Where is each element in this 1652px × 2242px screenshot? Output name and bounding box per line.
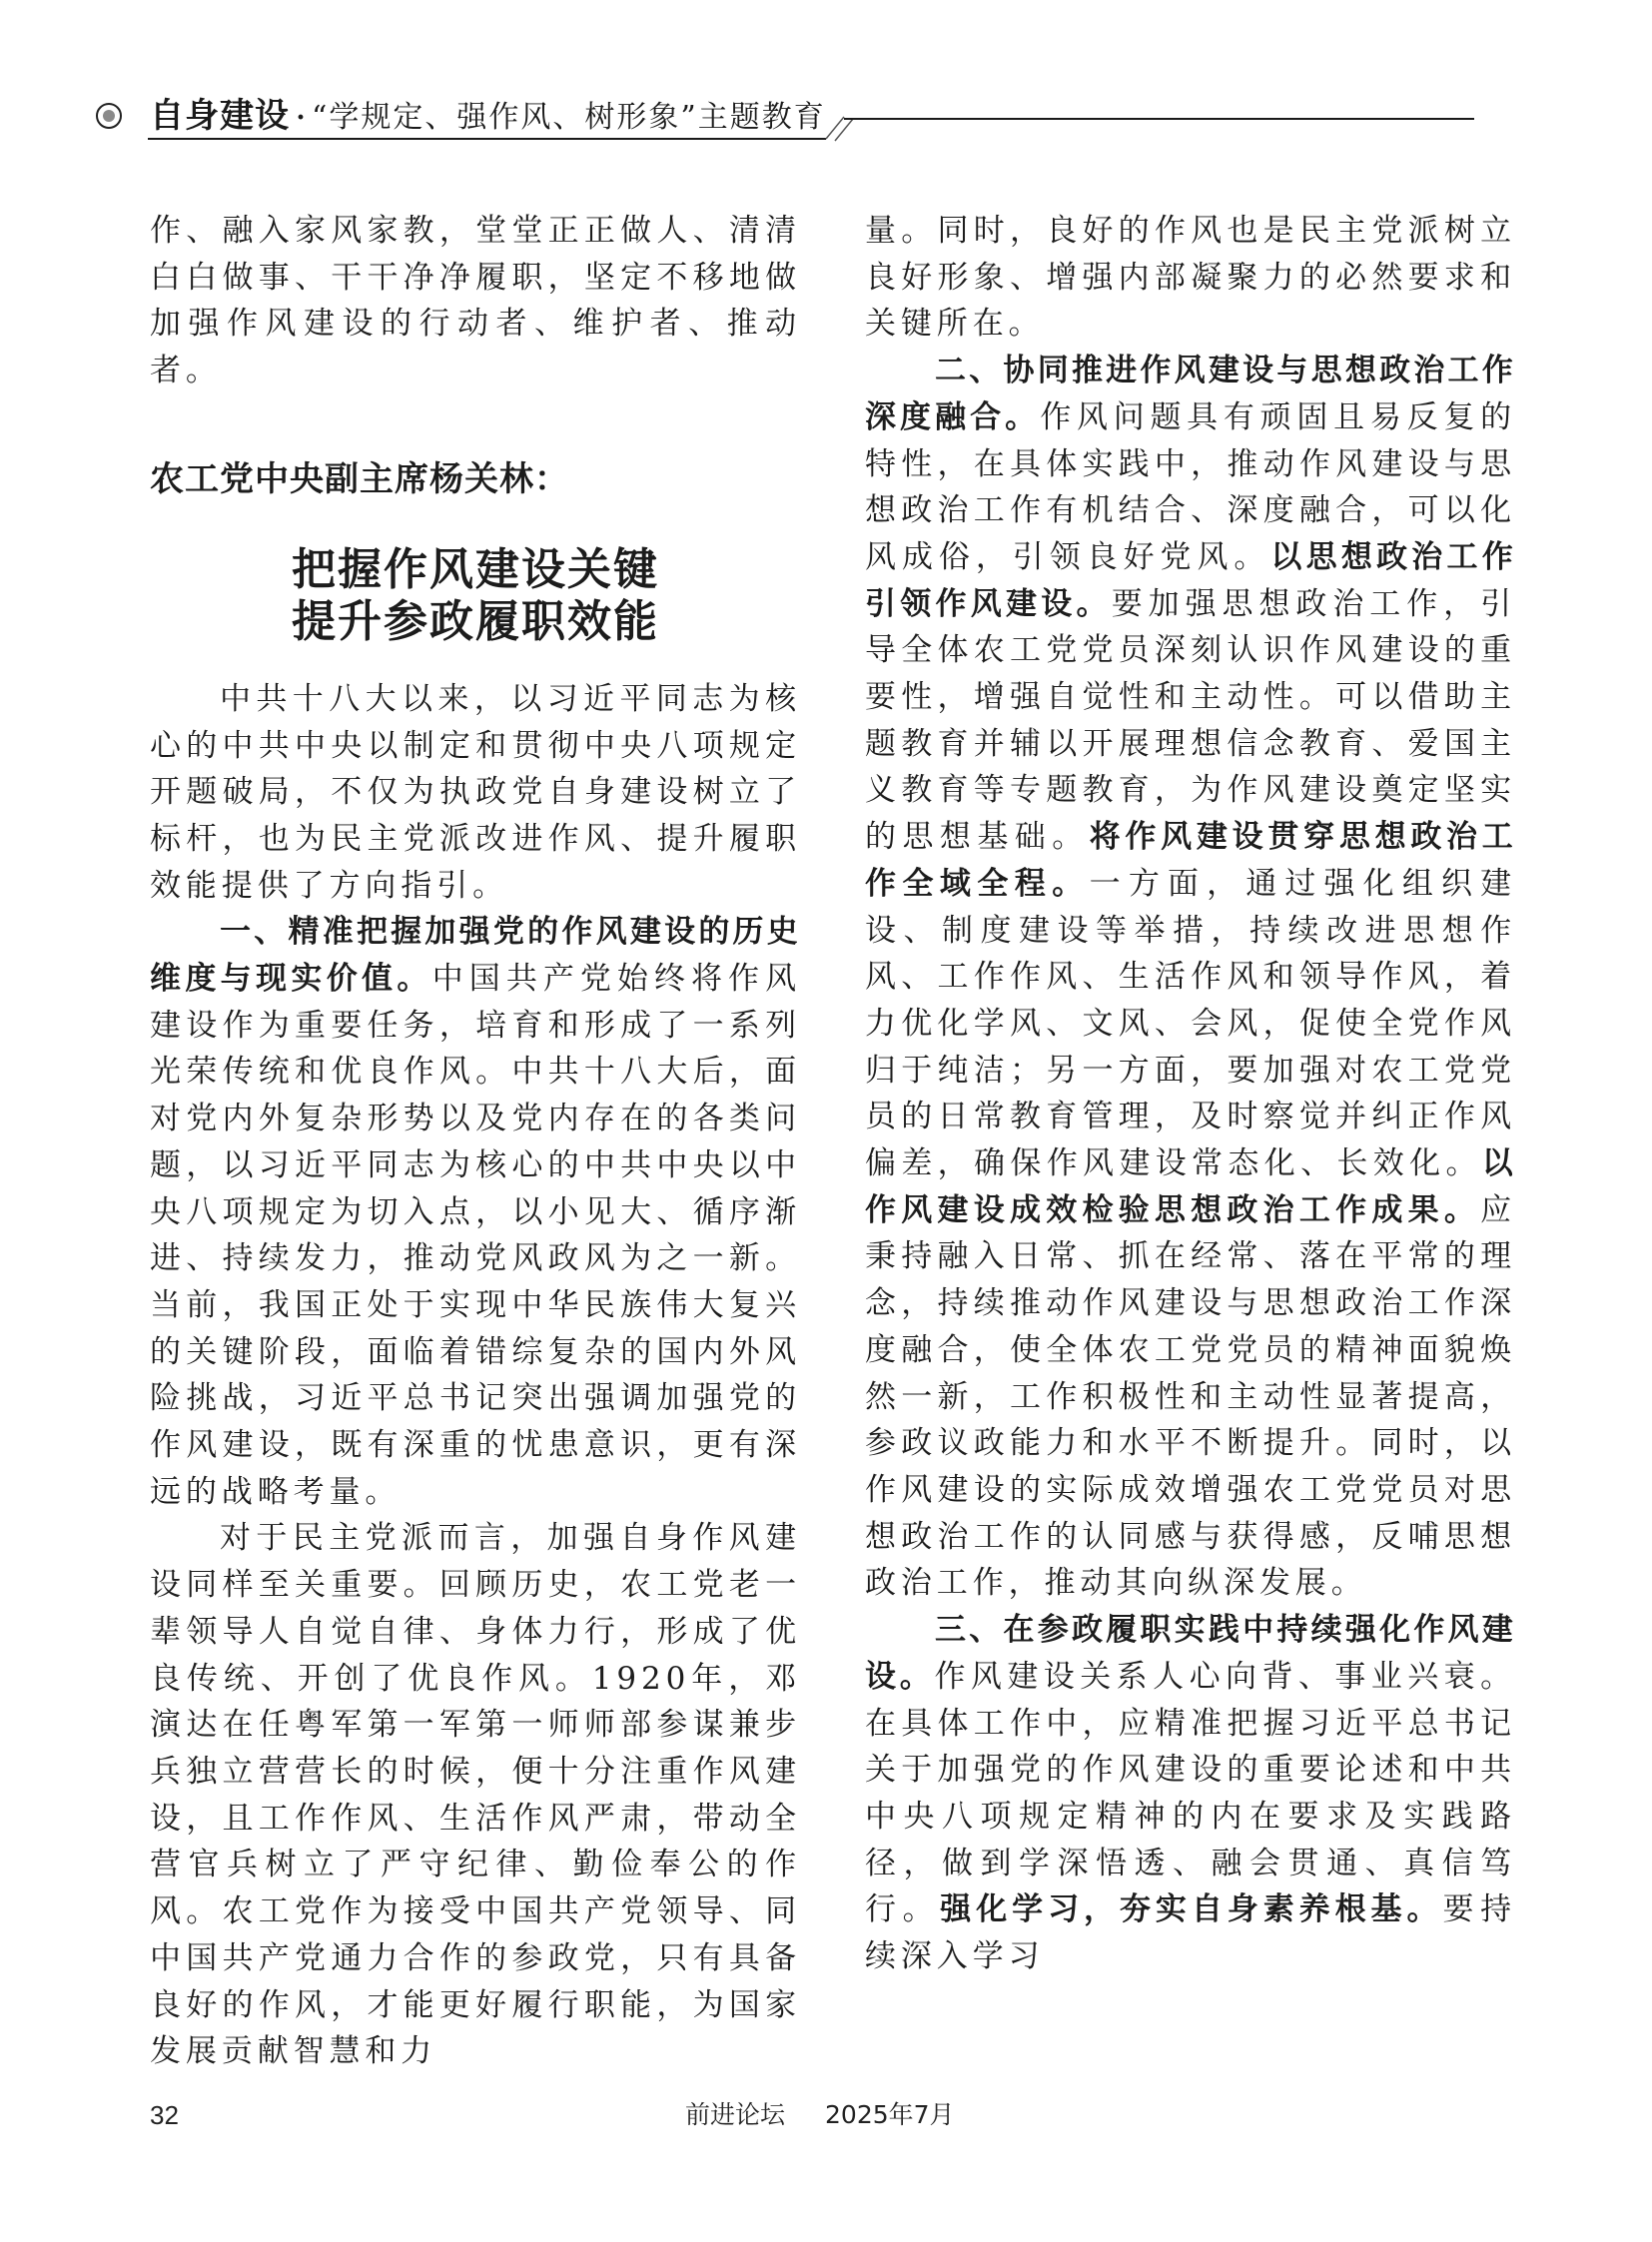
- section-three-subheading-1: 强化学习，夯实自身素养根基。: [940, 1891, 1443, 1928]
- header-rule-slash-1: [826, 117, 844, 139]
- section-two-text-4: 应秉持融入日常、抓在经常、落在平常的理念，持续推动作风建设与思想政治工作深度融合，使全体农工党党员的精神面貌焕然一新，工作积极性和主动性显著提高，参政议政能力和水平不断提升。同时，以作风建设的实际成效增强农工党党员对思想政治工作的认同感与获得感，反哺思想政治工作，推动其向纵深发展。: [865, 1191, 1516, 1602]
- article-title-line-1: 把握作风建设关键: [292, 543, 659, 595]
- running-header: [0, 0, 1652, 170]
- section-two-subheading-2: 将作风建设贯穿思想政治工作全域全程。: [865, 819, 1516, 902]
- section-three-text-2: 要持续深入学习: [865, 1891, 1516, 1975]
- section-three-paragraph: [865, 1607, 1516, 1980]
- article-title: [150, 544, 801, 648]
- article-title-line-2: 提升参政履职效能: [292, 595, 659, 647]
- intro-paragraph: 中共十八大以来，以习近平同志为核心的中共中央以制定和贯彻中央八项规定开题破局，不仅为执政党自身建设树立了标杆，也为民主党派改进作风、提升履职效能提供了方向指引。: [150, 680, 801, 904]
- right-column: [865, 208, 1516, 1980]
- continuation-paragraph-right: 量。同时，良好的作风也是民主党派树立良好形象、增强内部凝聚力的必然要求和关键所在。: [865, 213, 1516, 343]
- section-one-text: 中国共产党始终将作风建设作为重要任务，培育和形成了一系列光荣传统和优良作风。中共十八大后，面对党内外复杂形势以及党内存在的各类问题，以习近平同志为核心的中共中央以中央八项规定为切入点，以小见大、循序渐进、持续发力，推动党风政风为之一新。当前，我国正处于实现中华民族伟大复兴的关键阶段，面临着错综复杂的国内外风险挑战，习近平总书记突出强调加强党的作风建设，既有深重的忧患意识，更有深远的战略考量。: [150, 961, 801, 1510]
- section-two-text-1: 作风问题具有顽固且易反复的特性，在具体实践中，推动作风建设与思想政治工作有机结合、深度融合，可以化风成俗，引领良好党风。: [865, 398, 1517, 575]
- header-section-name: 自身建设: [150, 96, 290, 136]
- history-paragraph: 对于民主党派而言，加强自身作风建设同样至关重要。回顾历史，农工党老一辈领导人自觉自律、身体力行，形成了优良传统、开创了优良作风。1920年，邓演达在任粤军第一军第一师师部参谋兼步兵独立营营长的时候，便十分注重作风建设，且工作作风、生活作风严肃，带动全营官兵树立了严守纪律、勤俭奉公的作风。农工党作为接受中国共产党领导、同中国共产党通力合作的参政党，只有具备良好的作风，才能更好履行职能，为国家发展贡献智慧和力: [150, 1520, 801, 2070]
- page-number: 32: [150, 2100, 179, 2130]
- section-three-heading: 三、在参政履职实践中持续强化作风建设。: [865, 1612, 1516, 1695]
- section-two-text-2: 要加强思想政治工作，引导全体农工党党员深刻认识作风建设的重要性，增强自觉性和主动性。可以借助主题教育并辅以开展理想信念教育、爱国主义教育等专题教育，为作风建设奠定坚实的思想基础。: [865, 585, 1516, 856]
- header-topic: “学规定、强作风、树形象”主题教育: [312, 100, 826, 135]
- footer-publication: [685, 2097, 955, 2133]
- header-separator: ·: [296, 101, 307, 134]
- section-one-heading: 一、精准把握加强党的作风建设的历史维度与现实价值。: [150, 914, 801, 998]
- speaker-byline: 农工党中央副主席杨关林：: [150, 458, 569, 499]
- section-two-heading: 二、协同推进作风建设与思想政治工作深度融合。: [865, 353, 1516, 435]
- section-one-paragraph: [150, 909, 801, 1515]
- section-two-subheading-3: 以作风建设成效检验思想政治工作成果。: [865, 1145, 1516, 1228]
- header-rule: [0, 0, 1652, 170]
- issue-date: 2025年7月: [825, 2100, 955, 2129]
- section-two-paragraph: [865, 348, 1516, 1607]
- section-three-text-1: 作风建设关系人心向背、事业兴衰。在具体工作中，应精准把握习近平总书记关于加强党的作风建设的重要论述和中共中央八项规定精神的内在要求及实践路径，做到学深悟透、融会贯通、真信笃行。: [865, 1658, 1516, 1928]
- header-rule-slash-2: [835, 119, 853, 141]
- continuation-paragraph: 作、融入家风家教，堂堂正正做人、清清白白做事、干干净净履职，坚定不移地做加强作风建设的行动者、维护者、推动者。: [150, 213, 801, 389]
- section-two-subheading-1: 以思想政治工作引领作风建设。: [865, 538, 1516, 622]
- section-two-text-3: 一方面，通过强化组织建设、制度建设等举措，持续改进思想作风、工作作风、生活作风和领导作风，着力优化学风、文风、会风，促使全党作风归于纯洁；另一方面，要加强对农工党党员的日常教育管理，及时察觉并纠正作风偏差，确保作风建设常态化、长效化。: [865, 865, 1517, 1182]
- journal-name: 前进论坛: [685, 2100, 786, 2129]
- left-column: [150, 208, 801, 2075]
